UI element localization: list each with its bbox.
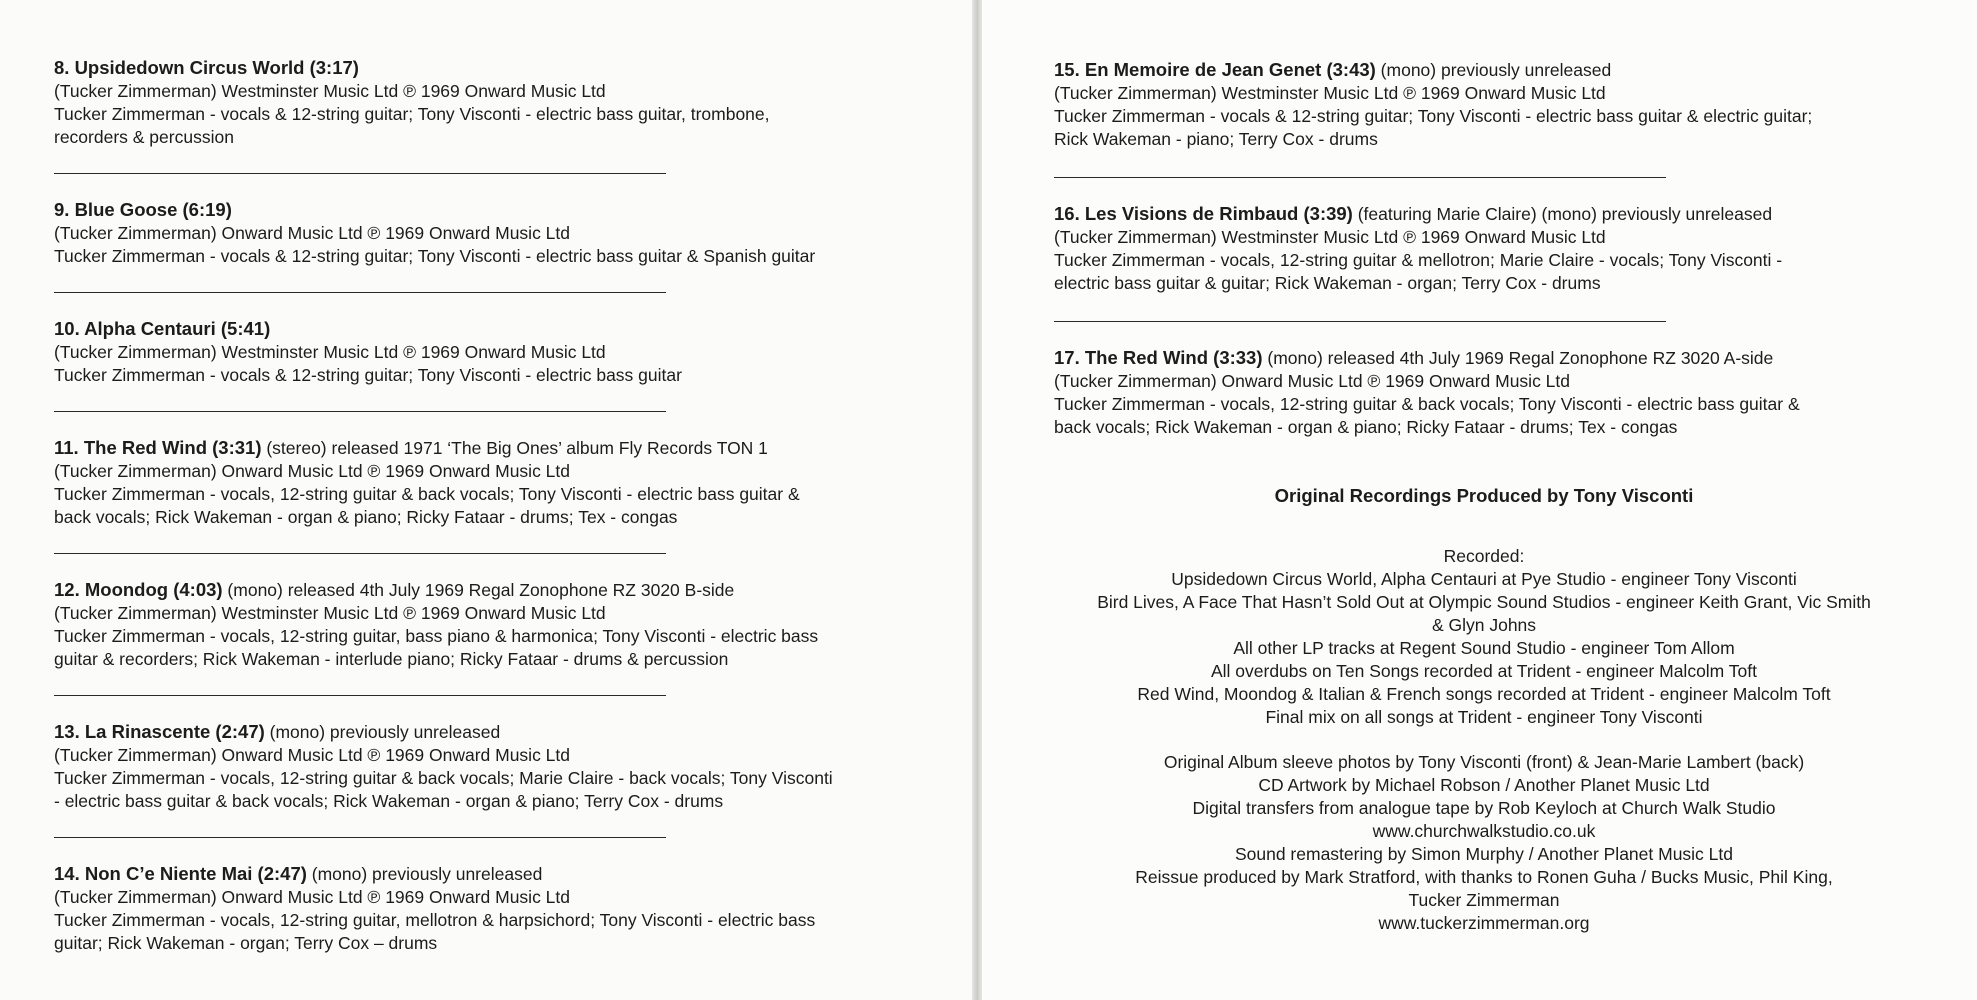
track-heading [54,862,934,886]
track-personnel: Tucker Zimmerman - vocals, 12-string guitar & mellotron; Marie Claire - vocals; Tony Visconti - [1054,250,1783,270]
track-personnel: Tucker Zimmerman - vocals & 12-string guitar; Tony Visconti - electric bass guitar & Spanish guitar [54,246,816,266]
recorded-credit-line: All overdubs on Ten Songs recorded at Trident - engineer Malcolm Toft [1210,661,1758,681]
recorded-credit-line: Upsidedown Circus World, Alpha Centauri at Pye Studio - engineer Tony Visconti [1171,569,1797,589]
track-publishing: (Tucker Zimmerman) Westminster Music Ltd ℗ 1969 Onward Music Ltd [1054,83,1606,103]
track-title: 10. Alpha Centauri (5:41) [54,318,271,339]
recorded-credit-line: Bird Lives, A Face That Hasn’t Sold Out at Olympic Sound Studios - engineer Keith Grant, Vic Smith [1097,592,1871,612]
right-booklet-page [982,0,1977,1000]
track-publishing: (Tucker Zimmerman) Westminster Music Ltd ℗ 1969 Onward Music Ltd [54,342,606,362]
track-heading [54,436,934,460]
track-personnel-continued: guitar & recorders; Rick Wakeman - interlude piano; Ricky Fataar - drums & percussion [54,649,729,669]
track-title: 9. Blue Goose (6:19) [54,199,232,220]
track-heading [54,720,934,744]
track-publishing: (Tucker Zimmerman) Onward Music Ltd ℗ 1969 Onward Music Ltd [54,461,571,481]
track-publishing: (Tucker Zimmerman) Onward Music Ltd ℗ 1969 Onward Music Ltd [54,745,571,765]
track-entry [1054,346,1934,439]
track-divider [54,173,666,174]
track-entry [1054,202,1934,295]
track-entry [54,578,934,671]
track-heading [1054,202,1934,226]
track-personnel: Tucker Zimmerman - vocals & 12-string guitar; Tony Visconti - electric bass guitar, trombone, [54,104,770,124]
track-heading [54,56,934,80]
track-entry [54,720,934,813]
track-personnel: Tucker Zimmerman - vocals, 12-string guitar, mellotron & harpsichord; Tony Visconti - electric bass [54,910,816,930]
track-divider [1054,177,1666,178]
track-divider [54,411,666,412]
recorded-credit-line: Red Wind, Moondog & Italian & French songs recorded at Trident - engineer Malcolm Toft [1137,684,1831,704]
track-personnel-continued: recorders & percussion [54,127,234,147]
track-personnel-continued: back vocals; Rick Wakeman - organ & piano; Ricky Fataar - drums; Tex - congas [1054,417,1678,437]
recorded-credit-line: Recorded: [1443,546,1525,566]
track-personnel-continued: - electric bass guitar & back vocals; Rick Wakeman - organ & piano; Terry Cox - drums [54,791,724,811]
track-divider [54,553,666,554]
track-publishing: (Tucker Zimmerman) Westminster Music Ltd ℗ 1969 Onward Music Ltd [54,603,606,623]
track-entry [54,198,934,268]
track-personnel-continued: Rick Wakeman - piano; Terry Cox - drums [1054,129,1378,149]
production-credit-line: Digital transfers from analogue tape by Rob Keyloch at Church Walk Studio [1192,798,1776,818]
credits-spacer [1054,729,1914,751]
track-release-note: (mono) previously unreleased [264,722,501,742]
track-entry [54,317,934,387]
track-personnel-continued: electric bass guitar & guitar; Rick Wakeman - organ; Terry Cox - drums [1054,273,1601,293]
production-credit-line: www.tuckerzimmerman.org [1378,913,1590,933]
track-title: 8. Upsidedown Circus World (3:17) [54,57,359,78]
track-publishing: (Tucker Zimmerman) Onward Music Ltd ℗ 1969 Onward Music Ltd [1054,371,1571,391]
recorded-block [1054,545,1914,729]
track-heading [54,578,934,602]
track-personnel: Tucker Zimmerman - vocals, 12-string guitar & back vocals; Tony Visconti - electric bass guitar & [1054,394,1800,414]
track-title: 12. Moondog (4:03) [54,579,223,600]
production-credit-line: Sound remastering by Simon Murphy / Another Planet Music Ltd [1234,844,1734,864]
production-credit-line: CD Artwork by Michael Robson / Another Planet Music Ltd [1258,775,1710,795]
track-release-note: (mono) released 4th July 1969 Regal Zonophone RZ 3020 B-side [222,580,735,600]
track-title: 11. The Red Wind (3:31) [54,437,262,458]
track-personnel-continued: guitar; Rick Wakeman - organ; Terry Cox – drums [54,933,438,953]
track-entry [54,436,934,529]
track-divider [54,837,666,838]
production-credit-line: Tucker Zimmerman [1408,890,1560,910]
track-personnel: Tucker Zimmerman - vocals, 12-string guitar & back vocals; Tony Visconti - electric bass guitar & [54,484,800,504]
track-publishing: (Tucker Zimmerman) Onward Music Ltd ℗ 1969 Onward Music Ltd [54,223,571,243]
production-credit-line: Reissue produced by Mark Stratford, with thanks to Ronen Guha / Bucks Music, Phil King, [1135,867,1833,887]
track-divider [1054,321,1666,322]
track-title: 16. Les Visions de Rimbaud (3:39) [1054,203,1353,224]
production-credit-line: Original Album sleeve photos by Tony Visconti (front) & Jean-Marie Lambert (back) [1163,752,1805,772]
production-heading: Original Recordings Produced by Tony Visconti [1274,485,1694,506]
track-release-note: (mono) previously unreleased [306,864,543,884]
production-credits-block [1054,751,1914,935]
track-personnel: Tucker Zimmerman - vocals & 12-string guitar; Tony Visconti - electric bass guitar & electric guitar; [1054,106,1813,126]
track-personnel-continued: back vocals; Rick Wakeman - organ & piano; Ricky Fataar - drums; Tex - congas [54,507,678,527]
track-title: 17. The Red Wind (3:33) [1054,347,1263,368]
recorded-credit-line: & Glyn Johns [1431,615,1537,635]
recorded-credit-line: Final mix on all songs at Trident - engineer Tony Visconti [1265,707,1703,727]
track-release-note: (mono) released 4th July 1969 Regal Zonophone RZ 3020 A-side [1262,348,1774,368]
track-divider [54,695,666,696]
recording-credits [1054,545,1914,935]
track-personnel: Tucker Zimmerman - vocals, 12-string guitar, bass piano & harmonica; Tony Visconti - electric bass [54,626,819,646]
track-heading [1054,346,1934,370]
track-title: 15. En Memoire de Jean Genet (3:43) [1054,59,1376,80]
production-credit-line: www.churchwalkstudio.co.uk [1372,821,1596,841]
track-entry [54,862,934,955]
right-track-list [1054,58,1977,439]
track-personnel: Tucker Zimmerman - vocals, 12-string guitar & back vocals; Marie Claire - back vocals; Tony Visconti [54,768,833,788]
track-entry [1054,58,1934,151]
recorded-credit-line: All other LP tracks at Regent Sound Studio - engineer Tom Allom [1233,638,1735,658]
track-title: 14. Non C’e Niente Mai (2:47) [54,863,307,884]
track-publishing: (Tucker Zimmerman) Onward Music Ltd ℗ 1969 Onward Music Ltd [54,887,571,907]
left-track-list [54,56,978,955]
track-publishing: (Tucker Zimmerman) Westminster Music Ltd ℗ 1969 Onward Music Ltd [1054,227,1606,247]
track-heading [54,198,934,222]
track-release-note: (mono) previously unreleased [1375,60,1612,80]
track-divider [54,292,666,293]
track-heading [54,317,934,341]
track-entry [54,56,934,149]
track-publishing: (Tucker Zimmerman) Westminster Music Ltd ℗ 1969 Onward Music Ltd [54,81,606,101]
left-booklet-page [0,0,978,1000]
track-release-note: (stereo) released 1971 ‘The Big Ones’ album Fly Records TON 1 [261,438,768,458]
track-release-note: (featuring Marie Claire) (mono) previously unreleased [1352,204,1773,224]
track-personnel: Tucker Zimmerman - vocals & 12-string guitar; Tony Visconti - electric bass guitar [54,365,682,385]
track-heading [1054,58,1934,82]
track-title: 13. La Rinascente (2:47) [54,721,265,742]
